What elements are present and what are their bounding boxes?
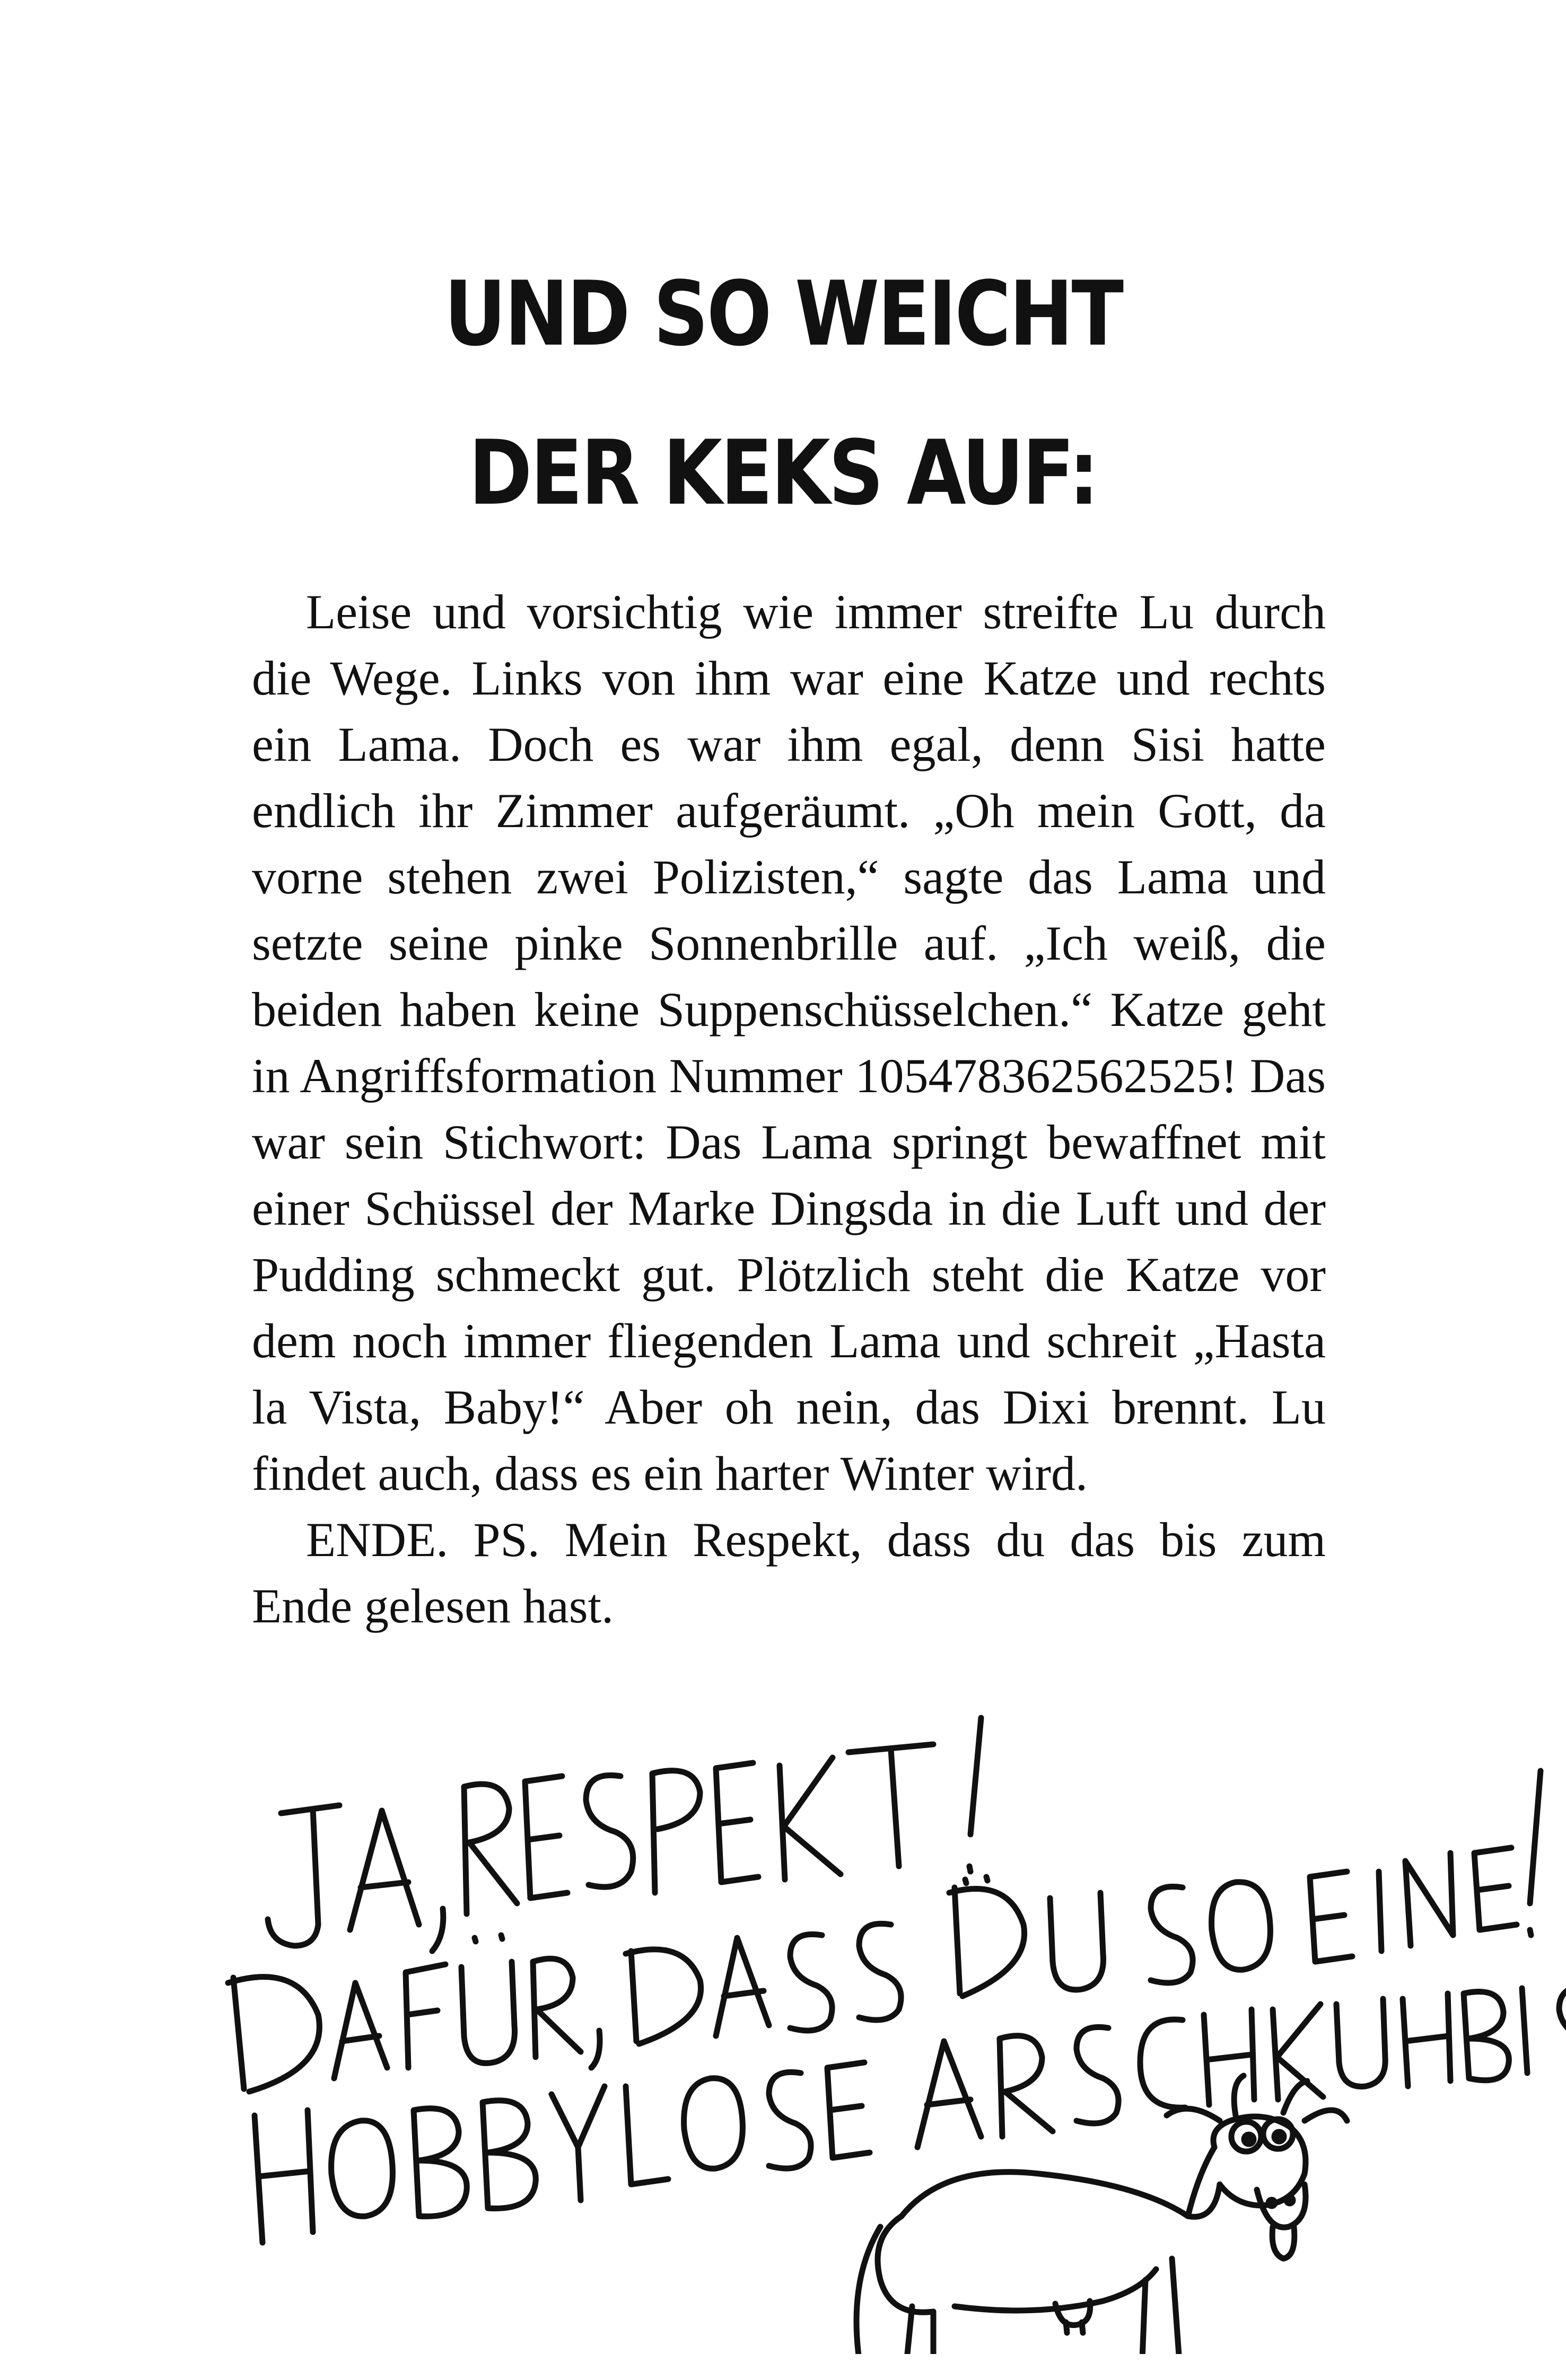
note-line-1 xyxy=(268,1718,981,1951)
cow-doodle xyxy=(838,2076,1347,2354)
story-paragraph-2: ENDE. PS. Mein Respekt, dass du das bis zum Ende gelesen hast. xyxy=(252,1513,1326,1633)
chapter-title-line-1: UND SO WEICHT xyxy=(444,262,1122,366)
chapter-title-line-2: DER KEKS AUF: xyxy=(468,421,1098,525)
story-paragraph-1: Leise und vorsichtig wie immer streifte Lu durch die Wege. Links von ihm war eine Katze und rechts ein Lama. Doch es war ihm egal, denn Sisi hatte endlich ihr Zimmer aufgeräumt. „Oh mein Gott, da vorne stehen zwei Polizisten,“ sagte das Lama und setzte seine pinke Sonnenbrille auf. „Ich weiß, die beiden haben keine Suppenschüsselchen.“ Katze geht in Angriffsformation Nummer 105478362562525! Das war sein Stichwort: Das Lama springt bewaffnet mit einer Schüssel der Marke Dingsda in die Luft und der Pudding schmeckt gut. Plötzlich steht die Katze vor dem noch immer fliegenden Lama und schreit „Hasta la Vista, Baby!“ Aber oh nein, das Dixi brennt. Lu findet auch, dass es ein harter Winter wird. xyxy=(252,585,1326,1500)
story-text xyxy=(252,579,1326,1639)
note-line-2 xyxy=(228,1848,1517,2092)
note-line-3 xyxy=(255,1771,1566,2243)
handwritten-note xyxy=(0,1697,1566,2354)
